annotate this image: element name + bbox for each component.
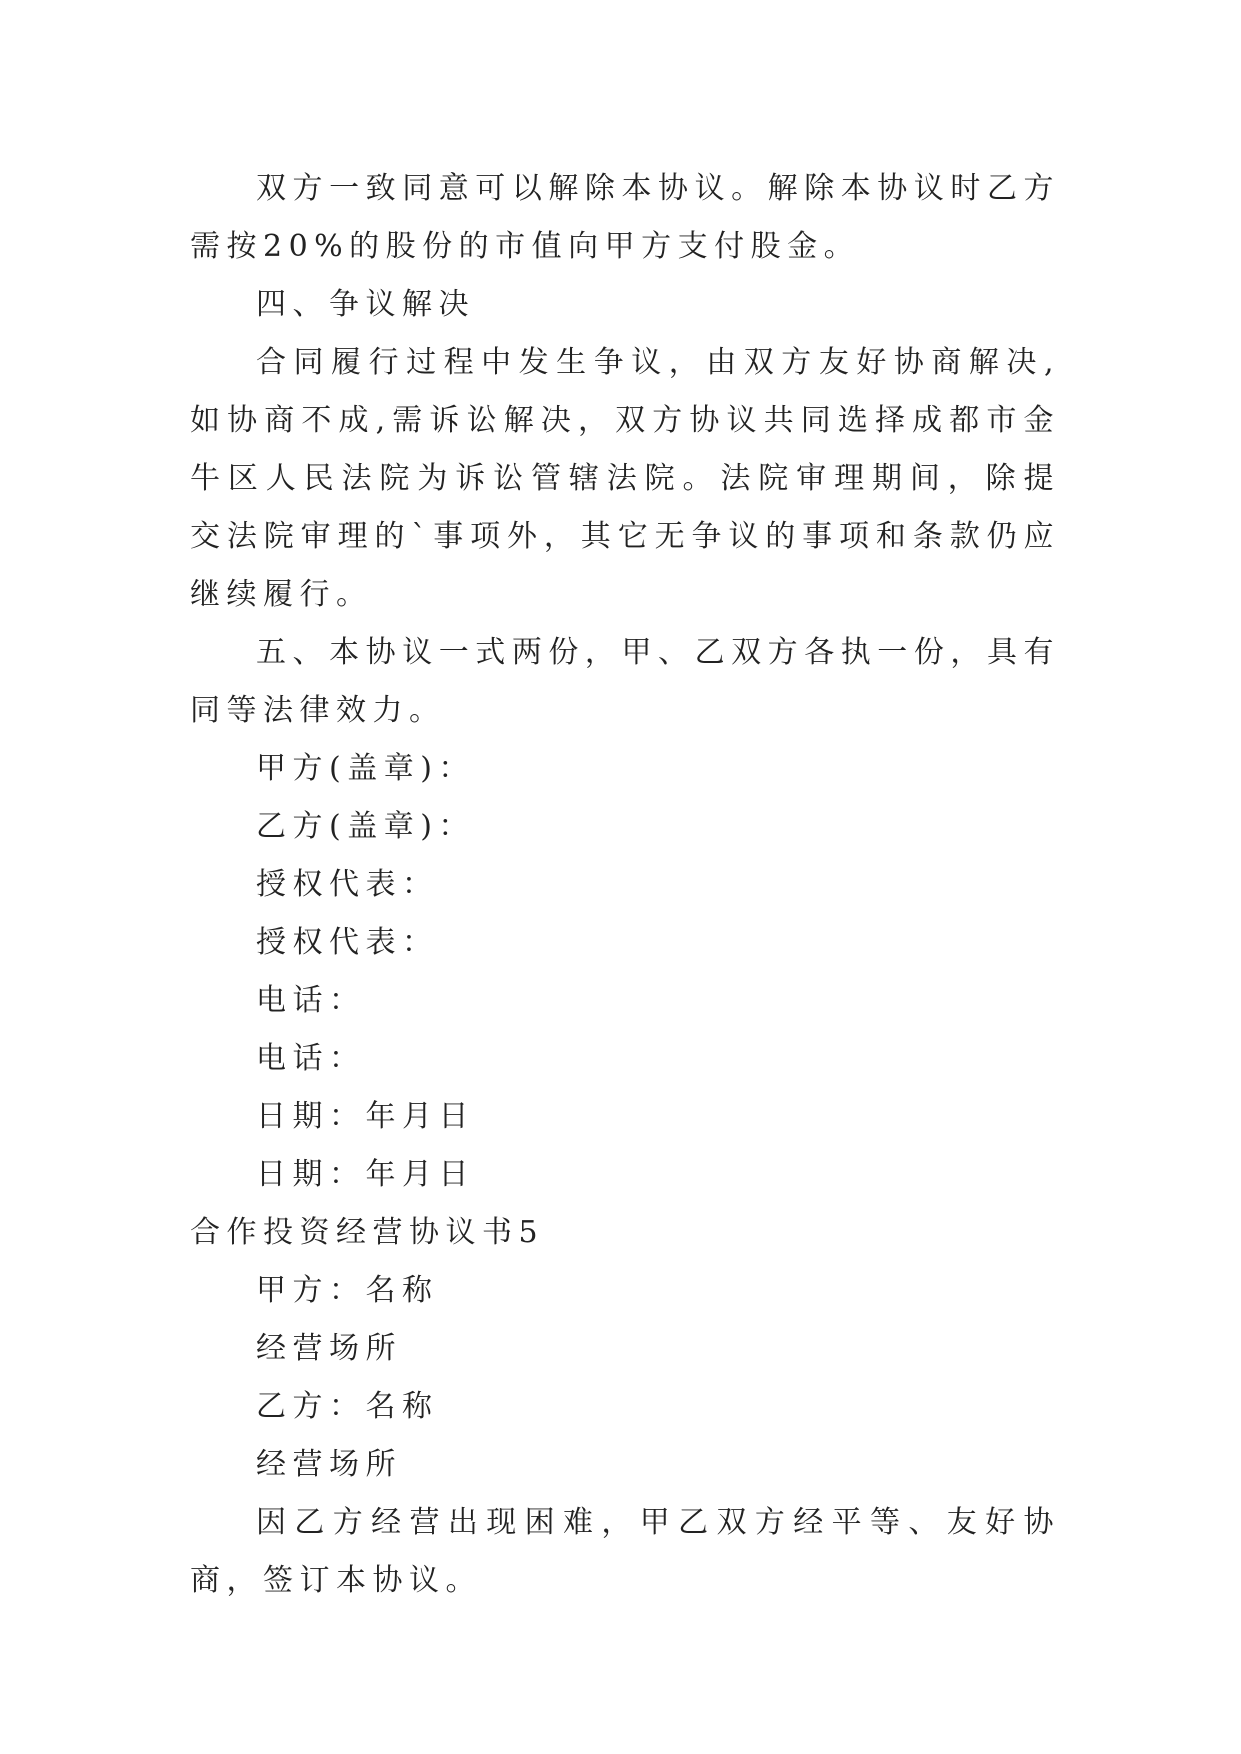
party-a-seal: 甲方(盖章)： bbox=[256, 751, 475, 786]
phone-b: 电话： bbox=[256, 1041, 366, 1076]
party-b-seal: 乙方(盖章)： bbox=[256, 809, 475, 844]
paragraph-background: 因乙方经营出现困难，甲乙双方经平等、友好协商，签订本协议。 bbox=[190, 1505, 1060, 1598]
party-b-premises: 经营场所 bbox=[256, 1447, 402, 1482]
paragraph-copies: 五、本协议一式两份，甲、乙双方各执一份，具有同等法律效力。 bbox=[190, 635, 1060, 728]
date-b: 日期：年月日 bbox=[256, 1157, 475, 1192]
paragraph-termination: 双方一致同意可以解除本协议。解除本协议时乙方需按20%的股份的市值向甲方支付股金。 bbox=[190, 171, 1060, 264]
date-a: 日期：年月日 bbox=[256, 1099, 475, 1134]
authorized-rep-a: 授权代表： bbox=[256, 867, 439, 902]
heading-dispute-resolution: 四、争议解决 bbox=[256, 287, 475, 322]
paragraph-dispute: 合同履行过程中发生争议，由双方友好协商解决,如协商不成,需诉讼解决，双方协议共同选择成都市金牛区人民法院为诉讼管辖法院。法院审理期间，除提交法院审理的`事项外，其它无争议的事项和条款仍应继续履行。 bbox=[190, 345, 1060, 612]
party-a-name: 甲方：名称 bbox=[256, 1273, 439, 1308]
section-title: 合作投资经营协议书5 bbox=[190, 1215, 545, 1250]
party-b-name: 乙方：名称 bbox=[256, 1389, 439, 1424]
phone-a: 电话： bbox=[256, 983, 366, 1018]
authorized-rep-b: 授权代表： bbox=[256, 925, 439, 960]
party-a-premises: 经营场所 bbox=[256, 1331, 402, 1366]
document-page bbox=[190, 160, 1060, 1610]
